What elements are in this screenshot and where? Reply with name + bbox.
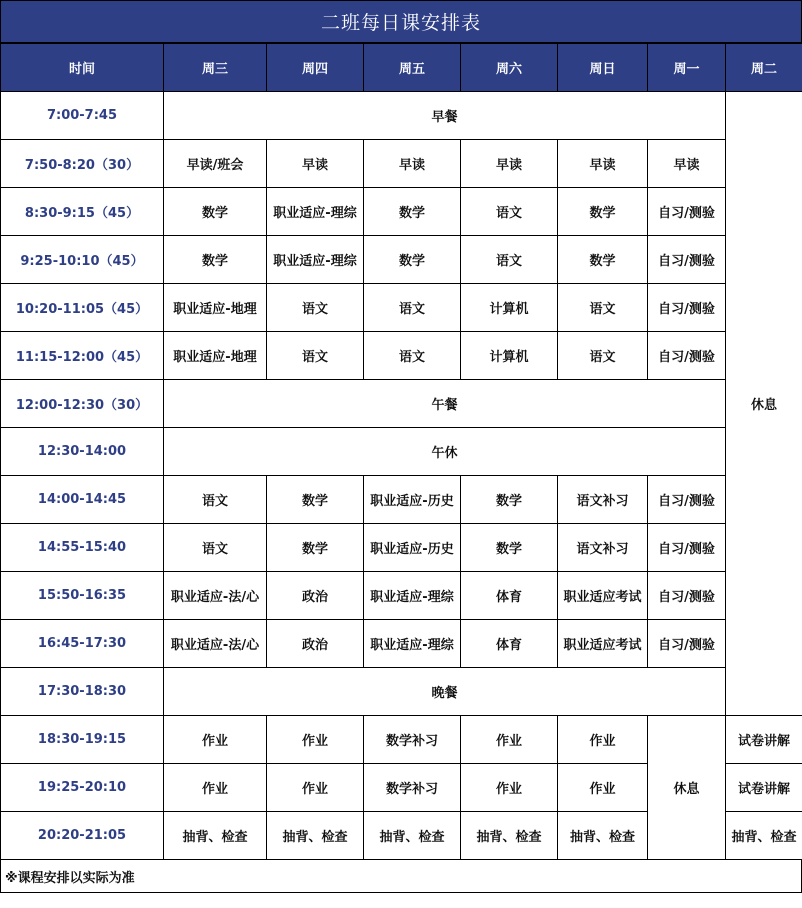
time-cell: 8:30-9:15（45） xyxy=(1,188,164,236)
schedule-table xyxy=(0,43,802,860)
class-cell: 自习/测验 xyxy=(648,476,726,524)
header-row xyxy=(1,44,802,92)
class-cell: 自习/测验 xyxy=(648,236,726,284)
class-cell: 职业适应考试 xyxy=(558,620,648,668)
time-cell: 19:25-20:10 xyxy=(1,764,164,812)
class-cell: 语文 xyxy=(461,236,558,284)
time-cell: 12:00-12:30（30） xyxy=(1,380,164,428)
class-cell: 抽背、检查 xyxy=(164,812,267,860)
footer-note: ※课程安排以实际为准 xyxy=(0,860,802,893)
class-cell: 自习/测验 xyxy=(648,572,726,620)
class-cell: 语文 xyxy=(364,332,461,380)
class-cell: 早读 xyxy=(461,140,558,188)
class-cell: 抽背、检查 xyxy=(558,812,648,860)
class-cell: 职业适应-法/心 xyxy=(164,572,267,620)
table-row xyxy=(1,476,802,524)
class-cell: 数学 xyxy=(164,188,267,236)
class-cell: 政治 xyxy=(267,572,364,620)
class-cell: 语文补习 xyxy=(558,524,648,572)
class-cell: 试卷讲解 xyxy=(726,716,802,764)
class-cell: 体育 xyxy=(461,572,558,620)
class-cell: 职业适应-地理 xyxy=(164,284,267,332)
table-row xyxy=(1,668,802,716)
time-cell: 11:15-12:00（45） xyxy=(1,332,164,380)
time-cell: 14:55-15:40 xyxy=(1,524,164,572)
time-cell: 7:00-7:45 xyxy=(1,92,164,140)
class-cell: 抽背、检查 xyxy=(726,812,802,860)
monday-evening-rest-cell: 休息 xyxy=(648,716,726,860)
class-cell: 数学 xyxy=(267,524,364,572)
header-sun: 周日 xyxy=(558,44,648,92)
table-row xyxy=(1,284,802,332)
time-cell: 17:30-18:30 xyxy=(1,668,164,716)
class-cell: 自习/测验 xyxy=(648,524,726,572)
class-cell: 作业 xyxy=(461,764,558,812)
time-cell: 20:20-21:05 xyxy=(1,812,164,860)
class-cell: 作业 xyxy=(461,716,558,764)
class-cell: 早读 xyxy=(648,140,726,188)
time-cell: 9:25-10:10（45） xyxy=(1,236,164,284)
class-cell: 抽背、检查 xyxy=(461,812,558,860)
class-cell: 作业 xyxy=(558,716,648,764)
class-cell: 数学补习 xyxy=(364,716,461,764)
class-cell: 作业 xyxy=(267,764,364,812)
class-cell: 抽背、检查 xyxy=(267,812,364,860)
class-cell: 计算机 xyxy=(461,284,558,332)
class-cell: 职业适应-理综 xyxy=(364,620,461,668)
class-cell: 政治 xyxy=(267,620,364,668)
time-cell: 7:50-8:20（30） xyxy=(1,140,164,188)
time-cell: 10:20-11:05（45） xyxy=(1,284,164,332)
table-row xyxy=(1,332,802,380)
meal-cell: 早餐 xyxy=(164,92,726,140)
class-cell: 语文 xyxy=(164,476,267,524)
class-cell: 语文 xyxy=(558,284,648,332)
time-cell: 15:50-16:35 xyxy=(1,572,164,620)
table-row xyxy=(1,92,802,140)
table-row xyxy=(1,524,802,572)
header-tue: 周二 xyxy=(726,44,802,92)
class-cell: 数学 xyxy=(364,188,461,236)
class-cell: 作业 xyxy=(558,764,648,812)
table-row xyxy=(1,380,802,428)
class-cell: 语文 xyxy=(558,332,648,380)
class-cell: 职业适应-历史 xyxy=(364,476,461,524)
time-cell: 16:45-17:30 xyxy=(1,620,164,668)
class-cell: 数学 xyxy=(164,236,267,284)
meal-cell: 晚餐 xyxy=(164,668,726,716)
class-cell: 数学 xyxy=(461,524,558,572)
time-cell: 14:00-14:45 xyxy=(1,476,164,524)
meal-cell: 午餐 xyxy=(164,380,726,428)
class-cell: 作业 xyxy=(267,716,364,764)
tuesday-rest-cell: 休息 xyxy=(726,92,802,716)
class-cell: 语文 xyxy=(461,188,558,236)
table-row xyxy=(1,572,802,620)
class-cell: 体育 xyxy=(461,620,558,668)
class-cell: 职业适应-理综 xyxy=(267,236,364,284)
class-cell: 语文补习 xyxy=(558,476,648,524)
class-cell: 早读 xyxy=(267,140,364,188)
table-row xyxy=(1,620,802,668)
rest-span-cell: 午休 xyxy=(164,428,726,476)
header-thu: 周四 xyxy=(267,44,364,92)
class-cell: 语文 xyxy=(164,524,267,572)
class-cell: 数学 xyxy=(558,236,648,284)
header-wed: 周三 xyxy=(164,44,267,92)
class-cell: 语文 xyxy=(267,332,364,380)
class-cell: 抽背、检查 xyxy=(364,812,461,860)
class-cell: 计算机 xyxy=(461,332,558,380)
class-cell: 作业 xyxy=(164,716,267,764)
table-row xyxy=(1,428,802,476)
class-cell: 职业适应-法/心 xyxy=(164,620,267,668)
class-cell: 职业适应-理综 xyxy=(364,572,461,620)
class-cell: 职业适应-理综 xyxy=(267,188,364,236)
class-cell: 数学 xyxy=(267,476,364,524)
header-sat: 周六 xyxy=(461,44,558,92)
header-fri: 周五 xyxy=(364,44,461,92)
class-cell: 早读 xyxy=(558,140,648,188)
class-cell: 自习/测验 xyxy=(648,188,726,236)
class-cell: 语文 xyxy=(267,284,364,332)
class-cell: 试卷讲解 xyxy=(726,764,802,812)
class-cell: 数学 xyxy=(558,188,648,236)
class-cell: 职业适应考试 xyxy=(558,572,648,620)
class-cell: 数学补习 xyxy=(364,764,461,812)
header-time: 时间 xyxy=(1,44,164,92)
schedule-title: 二班每日课安排表 xyxy=(0,0,802,43)
class-cell: 职业适应-地理 xyxy=(164,332,267,380)
table-row xyxy=(1,716,802,764)
class-cell: 作业 xyxy=(164,764,267,812)
class-cell: 自习/测验 xyxy=(648,620,726,668)
time-cell: 12:30-14:00 xyxy=(1,428,164,476)
table-row xyxy=(1,188,802,236)
class-cell: 数学 xyxy=(364,236,461,284)
table-row xyxy=(1,140,802,188)
header-mon: 周一 xyxy=(648,44,726,92)
class-cell: 早读/班会 xyxy=(164,140,267,188)
time-cell: 18:30-19:15 xyxy=(1,716,164,764)
class-cell: 早读 xyxy=(364,140,461,188)
class-cell: 语文 xyxy=(364,284,461,332)
class-cell: 数学 xyxy=(461,476,558,524)
class-cell: 职业适应-历史 xyxy=(364,524,461,572)
class-cell: 自习/测验 xyxy=(648,284,726,332)
table-row xyxy=(1,236,802,284)
class-cell: 自习/测验 xyxy=(648,332,726,380)
